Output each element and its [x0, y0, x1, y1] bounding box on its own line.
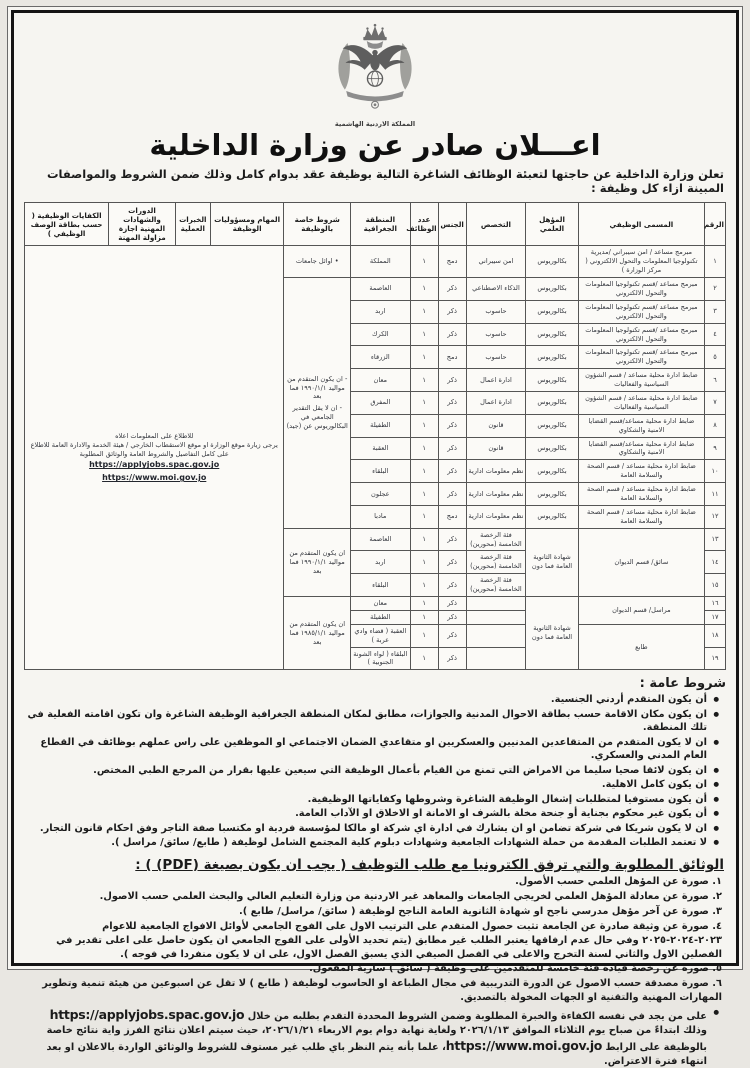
info-cell	[25, 246, 284, 670]
table-cell: معان	[351, 369, 411, 392]
job-title-cell: ضابط ادارة محلية مساعد/قسم القضايا الامنية والشكاوي	[578, 414, 704, 437]
documents-title: الوثائق المطلوبة والتي ترفق الكترونيا مع طلب التوظيف ( يجب ان يكون بصيغة (PDF) ) :	[135, 857, 724, 873]
special-conditions-cell	[284, 596, 351, 669]
table-header-cell: الرقم	[704, 203, 725, 246]
table-header-cell: الخبرات العملية	[175, 203, 210, 246]
list-item: ١. صورة عن المؤهل العلمي حسب الأصول.	[515, 876, 722, 887]
table-cell: ١	[410, 323, 438, 346]
table-cell: مادبا	[351, 505, 411, 528]
table-cell: البلقاء	[351, 574, 411, 597]
row-number: ٦	[704, 369, 725, 392]
cell-line: ان يكون المتقدم من مواليد ١٩٩٠/١/١ فما بعد	[289, 548, 346, 575]
table-cell: معان	[351, 596, 411, 610]
cell-line: يرجى زيارة موقع الوزارة او موقع الاستقطاب الخارجي / هيئة الخدمة والادارة العامة للاطلاع	[30, 440, 278, 449]
row-number: ١٣	[704, 528, 725, 551]
cell-line: - ان لا يقل التقدير الجامعي في البكالوريوس عن (جيد)	[286, 404, 348, 431]
jordan-coat-of-arms-icon	[327, 102, 423, 121]
table-cell	[466, 624, 526, 647]
table-cell: ١	[410, 483, 438, 506]
info-link[interactable]: https://www.moi.gov.jo	[102, 473, 207, 483]
table-header-cell: التخصص	[466, 203, 526, 246]
row-number: ٩	[704, 437, 725, 460]
job-title-cell: ضابط ادارة محلية مساعد / قسم الشؤون السياسية والفعاليات	[578, 369, 704, 392]
table-cell: ١	[410, 437, 438, 460]
table-cell: دمج	[438, 505, 466, 528]
table-cell: ذكر	[438, 300, 466, 323]
jobs-table-header	[25, 203, 726, 246]
job-title-cell: ضابط ادارة محلية مساعد/قسم القضايا الامنية والشكاوي	[578, 437, 704, 460]
row-number: ١٥	[704, 574, 725, 597]
table-cell: ١	[410, 246, 438, 278]
table-cell: ١	[410, 460, 438, 483]
table-cell: ذكر	[438, 624, 466, 647]
table-cell: ذكر	[438, 369, 466, 392]
closing-notes-list	[24, 1006, 726, 1068]
table-cell: ادارة اعمال	[466, 391, 526, 414]
table-cell: دمج	[438, 346, 466, 369]
intro-text: تعلن وزارة الداخلية عن حاجتها لتعبئة الوظائف الشاغرة التالية بوظيفة عقد بدوام كامل وذلك ضمن الشروط والمواصفات المبينة ازاء كل وظيفة :	[46, 166, 724, 196]
table-cell: ١	[410, 610, 438, 624]
page-frame	[7, 6, 743, 1067]
table-cell: ذكر	[438, 610, 466, 624]
table-cell: بكالوريوس	[526, 369, 579, 392]
table-cell: الذكاء الاصطناعي	[466, 278, 526, 301]
table-cell: بكالوريوس	[526, 246, 579, 278]
moi-link[interactable]: https://www.moi.gov.jo	[445, 1038, 603, 1054]
table-cell: ذكر	[438, 647, 466, 670]
job-title-cell: طابع	[578, 624, 704, 670]
table-cell: بكالوريوس	[526, 437, 579, 460]
table-cell: ذكر	[438, 528, 466, 551]
row-number: ٢	[704, 278, 725, 301]
table-cell: الكرك	[351, 323, 411, 346]
job-title-cell: سائق/ قسم الديوان	[578, 528, 704, 596]
list-item: ٥. صورة عن رخصة قيادة فئة خامسة للمتقدمين على وظيفة ( سائق ) سارية المفعول.	[309, 963, 722, 975]
list-item: ٢. صورة عن معادلة المؤهل العلمي لخريجي الجامعات والمعاهد غير الاردنية من وزارة التعليم العالي والبحث العلمي حسب الاصول.	[99, 890, 722, 902]
closing-text-part: ، علما بأنه يتم النظر باي طلب غير مستوف للشروط والوثائق الواردة بالاعلان او بعد انتهاء فترة الاعتراض.	[46, 1042, 707, 1067]
list-item: ● لا تعتمد الطلبات المقدمة من حملة الشهادات الجامعية وشهادات دبلوم كلية المجتمع الشامل لوظيفة ( طابع/ سائق/ مراسل ).	[24, 836, 720, 850]
table-cell: نظم معلومات ادارية	[466, 460, 526, 483]
row-number: ١٤	[704, 551, 725, 574]
table-cell: ١	[410, 528, 438, 551]
table-cell: ١	[410, 505, 438, 528]
closing-apply-note	[24, 1006, 720, 1068]
table-cell: قانون	[466, 414, 526, 437]
table-cell: العاصمة	[351, 528, 411, 551]
applyjobs-link[interactable]: https://applyjobs.spac.gov.jo	[49, 1007, 245, 1023]
table-cell	[466, 596, 526, 610]
special-conditions-cell	[284, 528, 351, 596]
table-cell: نظم معلومات ادارية	[466, 505, 526, 528]
table-cell: عجلون	[351, 483, 411, 506]
closing-text-part: على من يجد في نفسه الكفاءة والخبرة المطلوبة وضمن الشروط المحددة التقدم بطلبه من خلال	[244, 1011, 707, 1023]
info-link[interactable]: https://applyjobs.spac.gov.jo	[89, 460, 220, 470]
cell-line: للاطلاع على المعلومات اعلاه	[115, 431, 194, 440]
job-title-cell: مبرمج مساعد /قسم تكنولوجيا المعلومات والتحول الالكتروني	[578, 346, 704, 369]
table-cell: ذكر	[438, 278, 466, 301]
table-cell: اربد	[351, 300, 411, 323]
table-cell	[466, 610, 526, 624]
table-cell: الطفيلة	[351, 610, 411, 624]
table-cell: ١	[410, 300, 438, 323]
list-item: ● أن يكون غير محكوم بجناية أو جنحة مخلة بالشرف او الامانة او الاخلاق او الآداب العامة.	[24, 807, 720, 821]
documents-list	[24, 875, 726, 1005]
table-cell: ذكر	[438, 460, 466, 483]
table-cell: ذكر	[438, 574, 466, 597]
table-cell: ذكر	[438, 323, 466, 346]
list-item: ٣. صورة عن آخر مؤهل مدرسي ناجح او شهادة الثانوية العامة الناجح لوظيفة ( سائق/ مراسل/ طابع ).	[238, 905, 722, 917]
row-number: ٧	[704, 391, 725, 414]
table-cell: دمج	[438, 246, 466, 278]
table-cell: الطفيلة	[351, 414, 411, 437]
table-cell: بكالوريوس	[526, 278, 579, 301]
table-header-cell: الكفايات الوظيفية ( حسب بطاقة الوصف الوظيفي )	[25, 203, 109, 246]
row-number: ١٠	[704, 460, 725, 483]
row-number: ١١	[704, 483, 725, 506]
table-cell: ١	[410, 369, 438, 392]
table-cell: ذكر	[438, 437, 466, 460]
cell-line: - ان يكون المتقدم من مواليد ١٩٩٠/١/١ فما بعد	[287, 374, 348, 401]
table-cell: ١	[410, 574, 438, 597]
table-cell: بكالوريوس	[526, 346, 579, 369]
table-cell: فئة الرخصة الخامسة (محورين)	[466, 528, 526, 551]
table-cell: العقبة ( قضاء وادي عربة )	[351, 624, 411, 647]
table-cell: بكالوريوس	[526, 460, 579, 483]
table-cell: البلقاء	[351, 460, 411, 483]
job-title-cell: مبرمج مساعد /قسم تكنولوجيا المعلومات والتحول الالكتروني	[578, 278, 704, 301]
table-cell: ١	[410, 391, 438, 414]
table-header-cell: شروط خاصة بالوظيفة	[284, 203, 351, 246]
list-item: ٤. صورة عن وثيقة صادرة عن الجامعة تثبت حصول المتقدم على الترتيب الاول على الفوج الجامعي لأوائل الافواج الجامعية للاعوام ٢٠٢٣-٢٠٢٤-٢٠٢٥ وفي حال عدم ارفاقها يعتبر الطلب غير مطابق (يتم تحديد الأولى على الفوج الجامعي ان يكون حاصل على اعلى تقدير في الفصلين الاول والثاني لسنة التخرج والاعلى في الفصل الصيفي الذي يسبق الفصل الاول، على ان لا يكون منفردا في فوجه ).	[56, 920, 722, 960]
table-cell: اربد	[351, 551, 411, 574]
masthead	[24, 17, 726, 160]
row-number: ١٢	[704, 505, 725, 528]
special-conditions-cell	[284, 278, 351, 529]
table-row	[25, 246, 726, 278]
table-cell: ادارة اعمال	[466, 369, 526, 392]
job-title-cell: ضابط ادارة محلية مساعد / قسم الشؤون السياسية والفعاليات	[578, 391, 704, 414]
table-cell: ١	[410, 346, 438, 369]
cell-line: ان يكون المتقدم من مواليد ١٩٨٥/١/١ فما بعد	[289, 619, 346, 646]
row-number: ١٩	[704, 647, 725, 670]
table-header-row	[25, 203, 726, 246]
list-item: ● ان يكون كامل الاهلية.	[24, 778, 720, 792]
table-cell: ١	[410, 596, 438, 610]
table-cell: ١	[410, 414, 438, 437]
table-cell: المملكة	[351, 246, 411, 278]
list-item: ٦. صورة مصدقة حسب الاصول عن الدورة التدريبية في مجال الطباعة او الحاسوب لوظيفة ( طابع ) لا تقل عن اسبوعين من هيئة تنمية وتطوير المهارات المهنية والتقنية او الجهات المخولة بالتصديق.	[42, 978, 722, 1004]
table-cell: حاسوب	[466, 323, 526, 346]
table-header-cell: الدورات والشهادات المهنية اجازة مزاولة المهنة	[109, 203, 176, 246]
table-cell: بكالوريوس	[526, 414, 579, 437]
table-cell: العاصمة	[351, 278, 411, 301]
table-cell: فئة الرخصة الخامسة (محورين)	[466, 574, 526, 597]
table-cell: امن سيبراني	[466, 246, 526, 278]
table-cell: الزرقاء	[351, 346, 411, 369]
table-header-cell: المؤهل العلمي	[526, 203, 579, 246]
job-title-cell: مبرمج مساعد / امن سيبراني /مديرية تكنولوجيا المعلومات والتحول الالكتروني ( مركز الوزارة )	[578, 246, 704, 278]
general-conditions-list	[24, 693, 726, 850]
table-cell: ١	[410, 551, 438, 574]
table-cell: بكالوريوس	[526, 300, 579, 323]
table-cell: ذكر	[438, 596, 466, 610]
table-cell: فئة الرخصة الخامسة (محورين)	[466, 551, 526, 574]
table-cell: ذكر	[438, 551, 466, 574]
row-number: ٥	[704, 346, 725, 369]
row-number: ٨	[704, 414, 725, 437]
table-cell: ذكر	[438, 483, 466, 506]
table-cell: العقبة	[351, 437, 411, 460]
table-cell: شهادة الثانوية العامة فما دون	[526, 596, 579, 669]
table-header-cell: الجنس	[438, 203, 466, 246]
row-number: ٣	[704, 300, 725, 323]
table-cell: البلقاء ( لواء الشونة الجنوبية )	[351, 647, 411, 670]
table-cell: بكالوريوس	[526, 483, 579, 506]
table-header-cell: المنطقة الجغرافية	[351, 203, 411, 246]
job-title-cell: مراسل/ قسم الديوان	[578, 596, 704, 624]
job-title-cell: مبرمج مساعد /قسم تكنولوجيا المعلومات والتحول الالكتروني	[578, 323, 704, 346]
table-cell	[466, 647, 526, 670]
page-title: اعـــلان صادر عن وزارة الداخلية	[149, 127, 601, 162]
table-cell: المفرق	[351, 391, 411, 414]
list-item: ● ان يكون مكان الاقامة حسب بطاقة الاحوال المدنية والجوازات، مطابق لمكان المنطقة الجغرافية الوظيفة الشاغرة وان تكون اقامته الفعلية في تلك المنطقة.	[24, 708, 720, 735]
table-cell: شهادة الثانوية العامة فما دون	[526, 528, 579, 596]
closing-text-part: وذلك ابتداءً من صباح يوم الثلاثاء الموافق ٢٠٢٦/١/١٣ ولغاية نهاية دوام يوم الاربعاء ٢٠٢٦/١/٢١، حيث سيتم اعلان نتائج الفرز واية نتائج خاصة بالوظيفة على الرابط	[46, 1024, 707, 1054]
table-cell: حاسوب	[466, 300, 526, 323]
list-item: ● أن يكون مستوفيا لمتطلبات إشغال الوظيفة الشاغرة وشروطها وكفاياتها الوظيفية.	[24, 793, 720, 807]
row-number: ١	[704, 246, 725, 278]
list-item: ● ان لا يكون المتقدم من المتقاعدين المدنيين والعسكريين او متقاعدي الضمان الاجتماعي او الموظفين على راس عملهم بوظائف في القطاع العام المدني والعسكري.	[24, 736, 720, 763]
page-frame-inner	[11, 10, 739, 1067]
jobs-table-body	[25, 246, 726, 670]
table-cell: ١	[410, 278, 438, 301]
special-conditions-cell: • اوائل جامعات	[284, 246, 351, 278]
list-item: ● ان يكون لائقا صحيا سليما من الامراض التي تمنع من القيام بأعمال الوظيفة التي سيعين عليها بقرار من المرجع الطبي المختص.	[24, 764, 720, 778]
general-conditions-title: شروط عامة :	[639, 676, 726, 692]
table-cell: ذكر	[438, 391, 466, 414]
table-cell: ١	[410, 647, 438, 670]
jobs-table	[24, 202, 726, 670]
row-number: ١٨	[704, 624, 725, 647]
job-title-cell: مبرمج مساعد /قسم تكنولوجيا المعلومات والتحول الالكتروني	[578, 300, 704, 323]
table-cell: نظم معلومات ادارية	[466, 483, 526, 506]
job-title-cell: ضابط ادارة محلية مساعد / قسم الصحة والسلامة العامة	[578, 460, 704, 483]
list-item: ● ان لا يكون شريكا في شركة تضامن او ان يشارك في ادارة اي شركة او مالكا لمؤسسة فردية او مكتسبا صفة التاجر وفق احكام قانون التجار.	[24, 822, 720, 836]
kingdom-label: المملكة الاردنية الهاشمية	[334, 120, 416, 128]
table-header-cell: عدد الوظائف	[410, 203, 438, 246]
table-cell: بكالوريوس	[526, 391, 579, 414]
cell-line: على كامل التفاصيل والشروط العامة والوثائق المطلوبة	[79, 449, 229, 458]
row-number: ١٧	[704, 610, 725, 624]
table-cell: حاسوب	[466, 346, 526, 369]
row-number: ٤	[704, 323, 725, 346]
list-item: ● أن يكون المتقدم أردني الجنسية.	[24, 693, 720, 707]
table-cell: بكالوريوس	[526, 505, 579, 528]
table-cell: قانون	[466, 437, 526, 460]
table-cell: بكالوريوس	[526, 323, 579, 346]
row-number: ١٦	[704, 596, 725, 610]
job-title-cell: ضابط ادارة محلية مساعد / قسم الصحة والسلامة العامة	[578, 483, 704, 506]
table-header-cell: المهام ومسؤوليات الوظيفة	[210, 203, 284, 246]
table-cell: ١	[410, 624, 438, 647]
table-header-cell: المسمى الوظيفي	[578, 203, 704, 246]
table-cell: ذكر	[438, 414, 466, 437]
job-title-cell: ضابط ادارة محلية مساعد / قسم الصحة والسلامة العامة	[578, 505, 704, 528]
